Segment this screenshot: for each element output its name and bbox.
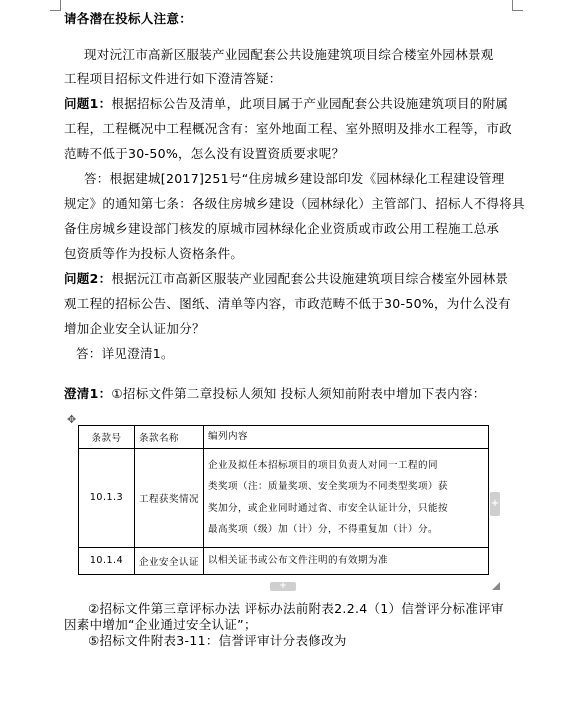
amendment-line: ⑤招标文件附表3-11：信誉评审计分表修改为	[88, 633, 347, 648]
answer-2-line: 答：详见澄清1。	[76, 346, 174, 361]
table-header-row	[79, 426, 489, 449]
question-1-line: 范畴不低于30-50%，怎么没有设置资质要求呢？	[64, 146, 345, 161]
table-cell-clause-no[interactable]: 10.1.3	[79, 448, 135, 547]
add-column-icon[interactable]: +	[490, 492, 500, 516]
add-row-icon[interactable]: +	[270, 582, 296, 591]
table-row	[79, 547, 489, 574]
notice-heading: 请各潜在投标人注意：	[64, 11, 193, 26]
table-cell-clause-name[interactable]: 企业安全认证	[135, 547, 204, 574]
amendment-line: ②招标文件第三章评标办法 评标办法前附表2.2.4（1）信誉评分标准评审	[88, 601, 504, 616]
table-resize-icon[interactable]	[492, 582, 500, 590]
table-cell-clause-no[interactable]: 10.1.4	[79, 547, 135, 574]
clarification-1-label: 澄清1：	[64, 386, 112, 401]
answer-1-line: 答：根据建城[2017]251号“住房城乡建设部印发《园林绿化工程建设管理	[84, 171, 505, 186]
answer-1-line: 规定》的通知第七条：各级住房城乡建设（园林绿化）主管部门、招标人不得将具	[64, 196, 525, 211]
clarification-1-line: 澄清1：①招标文件第二章投标人须知 投标人须知前附表中增加下表内容：	[64, 386, 486, 401]
intro-line: 现对沅江市高新区服装产业园配套公共设施建筑项目综合楼室外园林景观	[84, 47, 494, 62]
question-1-line: 问题1：根据招标公告及清单，此项目属于产业园配套公共设施建筑项目的附属	[64, 96, 509, 111]
table-header-cell[interactable]: 条款号	[79, 426, 135, 449]
question-1-label: 问题1：	[64, 96, 112, 111]
question-1-line: 工程，工程概况中工程概况含有：室外地面工程、室外照明及排水工程等，市政	[64, 121, 513, 136]
table-cell-content[interactable]: 以相关证书或公布文件注明的有效期为准	[204, 547, 489, 574]
table-move-icon[interactable]: ✥	[67, 413, 77, 426]
intro-line: 工程项目招标文件进行如下澄清答疑：	[64, 71, 282, 86]
question-2-label: 问题2：	[64, 271, 112, 286]
table-cell-content[interactable]: 企业及拟任本招标项目的项目负责人对同一工程的同 类奖项（注：质量奖项、安全奖项为不同类型奖项）获 奖加分，或企业同时通过省、市安全认证计分，只能按 最高奖项（级）加（计）分，不得重复加（计）分。	[204, 448, 489, 547]
page-corner-mark	[512, 0, 523, 11]
amendment-table	[78, 425, 489, 575]
question-2-line: 增加企业安全认证加分？	[64, 321, 205, 336]
answer-1-line: 包资质等作为投标人资格条件。	[64, 246, 244, 261]
amendment-line: 因素中增加“企业通过安全认证”；	[64, 617, 257, 632]
table-row	[79, 448, 489, 547]
table-cell-clause-name[interactable]: 工程获奖情况	[135, 448, 204, 547]
question-2-line: 观工程的招标公告、图纸、清单等内容，市政范畴不低于30-50%，为什么没有	[64, 296, 511, 311]
answer-1-line: 备住房城乡建设部门核发的原城市园林绿化企业资质或市政公用工程施工总承	[64, 221, 500, 236]
table-header-cell[interactable]: 编列内容	[204, 426, 489, 449]
question-2-line: 问题2：根据沅江市高新区服装产业园配套公共设施建筑项目综合楼室外园林景	[64, 271, 509, 286]
page-corner-mark	[50, 0, 61, 11]
table-header-cell[interactable]: 条款名称	[135, 426, 204, 449]
